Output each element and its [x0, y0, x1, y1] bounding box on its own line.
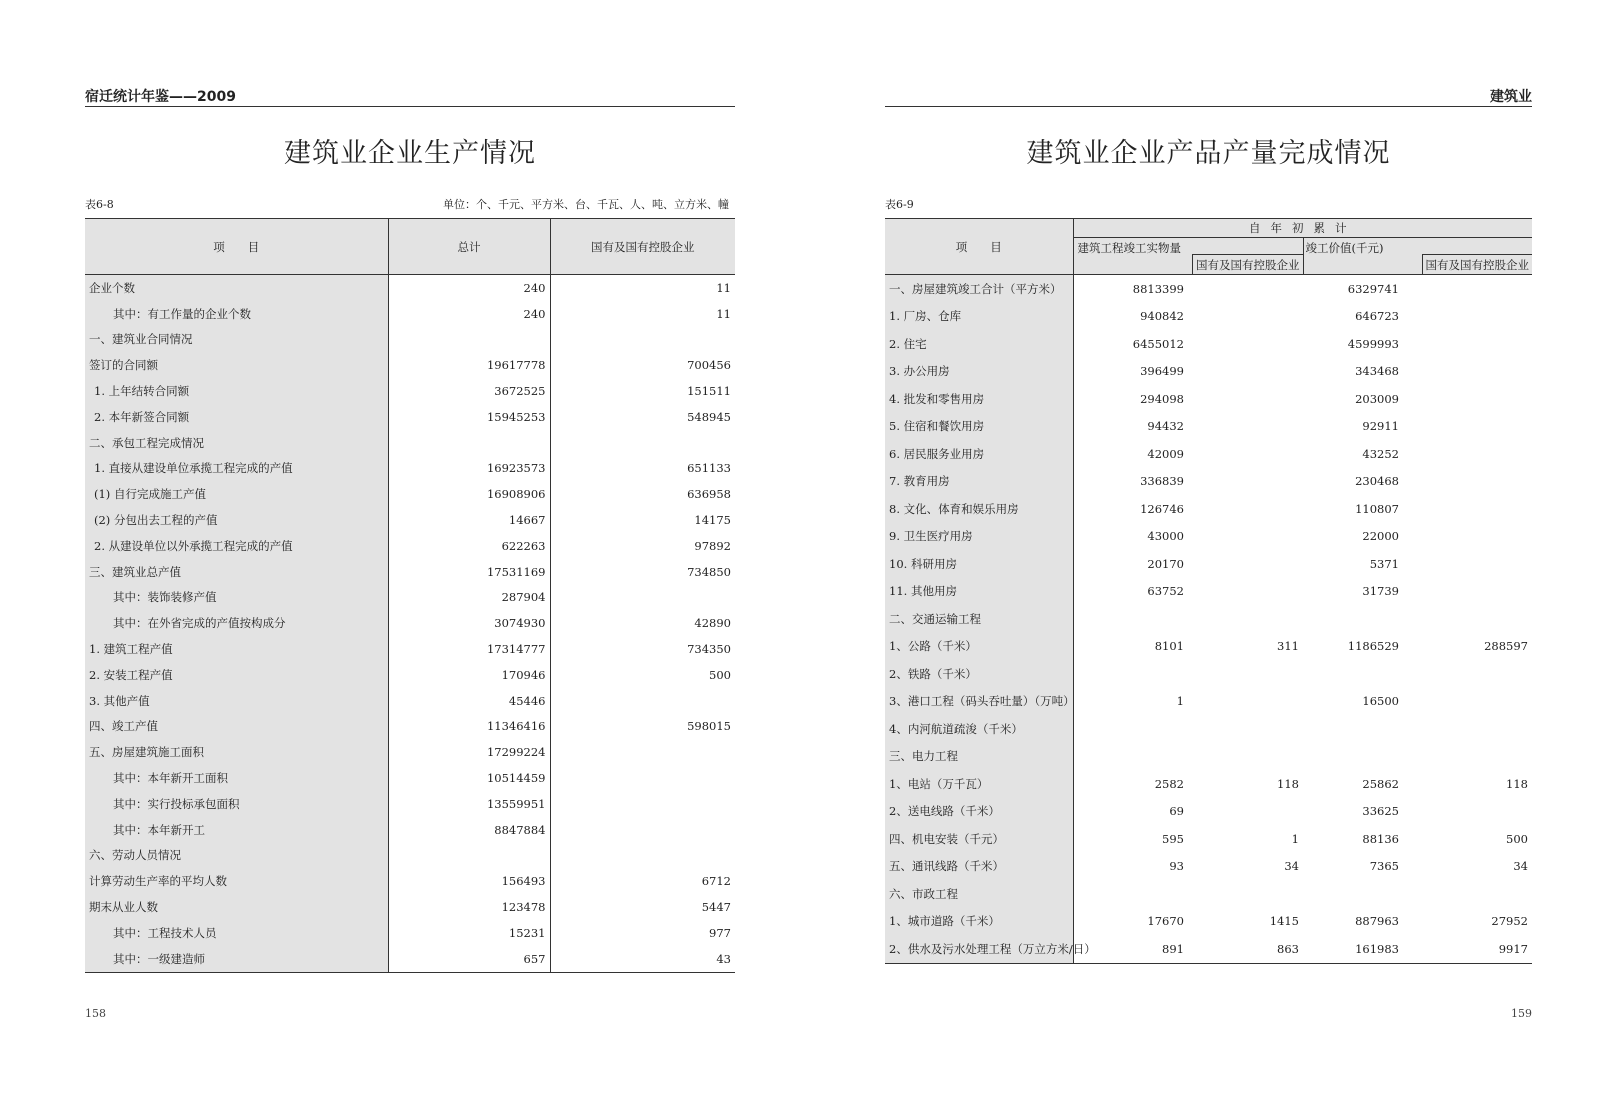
row-volume: 42009 — [1147, 446, 1184, 461]
row-value — [1303, 715, 1403, 743]
row-volume: 294098 — [1140, 391, 1184, 406]
page-number: 159 — [1511, 1007, 1532, 1020]
row-total — [388, 327, 550, 353]
row-label: 11. 其他用房 — [885, 578, 1073, 606]
row-label: 3、港口工程（码头吞吐量）（万吨） — [885, 688, 1073, 716]
row-value-state: 27952 — [1491, 914, 1528, 929]
running-head — [885, 86, 1532, 106]
row-label: 企业个数 — [85, 275, 388, 301]
row-volume — [1073, 880, 1188, 908]
row-volume-state — [1188, 440, 1303, 468]
table-row — [885, 550, 1532, 578]
row-label: 其中：装饰装修产值 — [85, 585, 388, 611]
row-label: 期末从业人数 — [85, 894, 388, 920]
table-row — [885, 853, 1532, 881]
row-total: 17531169 — [388, 559, 550, 585]
header-volume: 建筑工程竣工实物量 — [1077, 241, 1181, 255]
row-value: 161983 — [1355, 941, 1399, 956]
row-volume-state — [1188, 605, 1303, 633]
table-row — [885, 358, 1532, 386]
row-label: 其中：工程技术人员 — [85, 920, 388, 946]
row-label: 其中：有工作量的企业个数 — [85, 301, 388, 327]
table-row — [885, 770, 1532, 798]
row-value: 92911 — [1362, 419, 1399, 434]
row-total: 19617778 — [388, 352, 550, 378]
table-row — [85, 714, 735, 740]
row-state-owned — [550, 817, 735, 843]
running-head — [85, 86, 735, 106]
table-row — [885, 715, 1532, 743]
row-value: 43252 — [1362, 446, 1399, 461]
row-volume-state — [1188, 358, 1303, 386]
row-label: 三、建筑业总产值 — [85, 559, 388, 585]
row-volume: 17670 — [1147, 914, 1184, 929]
row-state-owned — [550, 688, 735, 714]
row-label: 其中：在外省完成的产值按构成分 — [85, 610, 388, 636]
production-table — [85, 218, 735, 973]
table-row — [85, 559, 735, 585]
table-row — [885, 413, 1532, 441]
row-label: 其中：本年新开工 — [85, 817, 388, 843]
row-state-owned — [550, 430, 735, 456]
row-state-owned — [550, 327, 735, 353]
row-state-owned: 977 — [709, 925, 731, 940]
row-total — [388, 430, 550, 456]
row-value-state: 9917 — [1498, 941, 1528, 956]
row-volume-state: 118 — [1277, 776, 1299, 791]
row-value-state — [1403, 660, 1532, 688]
row-value: 16500 — [1362, 694, 1399, 709]
table-row — [85, 507, 735, 533]
row-label: 2. 本年新签合同额 — [85, 404, 388, 430]
table-row — [85, 662, 735, 688]
table-row — [885, 880, 1532, 908]
row-label: 五、房屋建筑施工面积 — [85, 739, 388, 765]
row-total: 123478 — [388, 894, 550, 920]
row-volume-state: 1 — [1291, 831, 1299, 846]
row-label: 一、房屋建筑竣工合计（平方米） — [885, 275, 1073, 303]
row-value — [1303, 660, 1403, 688]
table-row — [85, 791, 735, 817]
table-row — [85, 817, 735, 843]
row-label: 一、建筑业合同情况 — [85, 327, 388, 353]
table-row — [85, 920, 735, 946]
row-value-state — [1403, 523, 1532, 551]
row-label: 计算劳动生产率的平均人数 — [85, 868, 388, 894]
row-total: 14667 — [388, 507, 550, 533]
output-table — [885, 218, 1532, 964]
row-value: 88136 — [1362, 831, 1399, 846]
row-value: 887963 — [1355, 914, 1399, 929]
table-row — [885, 303, 1532, 331]
row-volume-state — [1188, 660, 1303, 688]
row-label: 2、供水及污水处理工程（万立方米/日） — [885, 935, 1073, 963]
page-number: 158 — [85, 1007, 106, 1020]
row-volume: 20170 — [1147, 556, 1184, 571]
row-total: 16908906 — [388, 481, 550, 507]
header-state-owned: 国有及国有控股企业 — [550, 219, 735, 275]
table-row — [85, 868, 735, 894]
row-label: 2、送电线路（千米） — [885, 798, 1073, 826]
table-row — [85, 765, 735, 791]
row-label: 六、劳动人员情况 — [85, 843, 388, 869]
row-total: 11346416 — [388, 714, 550, 740]
row-label: 9. 卫生医疗用房 — [885, 523, 1073, 551]
row-volume: 69 — [1169, 804, 1184, 819]
row-total: 15945253 — [388, 404, 550, 430]
row-volume: 126746 — [1140, 501, 1184, 516]
row-value-state — [1403, 413, 1532, 441]
row-total: 3074930 — [388, 610, 550, 636]
row-label: 1. 厂房、仓库 — [885, 303, 1073, 331]
table-row — [85, 585, 735, 611]
row-value-state: 288597 — [1484, 639, 1528, 654]
row-volume: 6455012 — [1132, 336, 1184, 351]
table-row — [85, 481, 735, 507]
row-label: 1. 上年结转合同额 — [85, 378, 388, 404]
row-value: 230468 — [1355, 474, 1399, 489]
row-state-owned: 11 — [716, 280, 731, 295]
row-value — [1303, 743, 1403, 771]
row-volume: 63752 — [1147, 584, 1184, 599]
table-row — [85, 946, 735, 972]
running-head-rule — [885, 106, 1532, 107]
row-state-owned: 548945 — [687, 409, 731, 424]
row-value: 22000 — [1362, 529, 1399, 544]
row-volume-state — [1188, 798, 1303, 826]
row-total: 15231 — [388, 920, 550, 946]
row-value-state: 34 — [1513, 859, 1528, 874]
table-row — [885, 468, 1532, 496]
table-row — [85, 636, 735, 662]
row-label: 8. 文化、体育和娱乐用房 — [885, 495, 1073, 523]
row-label: 1、公路（千米） — [885, 633, 1073, 661]
table-row — [885, 385, 1532, 413]
table-row — [85, 352, 735, 378]
row-total: 8847884 — [388, 817, 550, 843]
row-value: 7365 — [1369, 859, 1399, 874]
row-state-owned: 651133 — [687, 461, 731, 476]
row-state-owned: 734350 — [687, 642, 731, 657]
row-value-state — [1403, 358, 1532, 386]
table-row — [885, 908, 1532, 936]
row-label: (2) 分包出去工程的产值 — [85, 507, 388, 533]
row-value-state — [1403, 275, 1532, 303]
production-table-body — [85, 275, 735, 973]
row-volume: 93 — [1169, 859, 1184, 874]
row-label: 签订的合同额 — [85, 352, 388, 378]
row-total — [388, 843, 550, 869]
row-state-owned: 500 — [709, 667, 731, 682]
table-row — [85, 610, 735, 636]
table-row — [85, 404, 735, 430]
row-volume-state — [1188, 330, 1303, 358]
row-volume — [1073, 660, 1188, 688]
row-value-state — [1403, 880, 1532, 908]
row-state-owned: 700456 — [687, 358, 731, 373]
header-value-cell — [1303, 238, 1532, 275]
table-row — [885, 633, 1532, 661]
row-value: 25862 — [1362, 776, 1399, 791]
table-row — [85, 894, 735, 920]
header-value-state: 国有及国有控股企业 — [1422, 254, 1533, 274]
row-label: 五、通讯线路（千米） — [885, 853, 1073, 881]
table-number: 表6-8 — [85, 198, 114, 211]
table-row — [885, 495, 1532, 523]
row-value: 31739 — [1362, 584, 1399, 599]
table-row — [85, 456, 735, 482]
row-label: (1) 自行完成施工产值 — [85, 481, 388, 507]
row-label: 1、电站（万千瓦） — [885, 770, 1073, 798]
table-row — [885, 275, 1532, 303]
table-row — [885, 330, 1532, 358]
row-label: 2. 安装工程产值 — [85, 662, 388, 688]
row-label: 7. 教育用房 — [885, 468, 1073, 496]
row-label: 三、电力工程 — [885, 743, 1073, 771]
table-row — [885, 578, 1532, 606]
row-volume-state — [1188, 688, 1303, 716]
running-head-text: 建筑业 — [1490, 89, 1532, 105]
row-value: 110807 — [1355, 501, 1399, 516]
page-title: 建筑业企业生产情况 — [284, 138, 536, 169]
row-value — [1303, 605, 1403, 633]
table-row — [85, 688, 735, 714]
row-value: 343468 — [1355, 364, 1399, 379]
row-volume-state — [1188, 880, 1303, 908]
row-value-state: 500 — [1506, 831, 1528, 846]
row-volume-state: 311 — [1277, 639, 1299, 654]
table-row — [885, 605, 1532, 633]
row-total: 240 — [388, 275, 550, 301]
row-state-owned — [550, 765, 735, 791]
row-value: 5371 — [1369, 556, 1399, 571]
row-label: 二、承包工程完成情况 — [85, 430, 388, 456]
row-state-owned: 5447 — [701, 900, 731, 915]
row-value: 6329741 — [1347, 281, 1399, 296]
row-value: 4599993 — [1347, 336, 1399, 351]
row-value: 1186529 — [1347, 639, 1399, 654]
table-row — [85, 301, 735, 327]
row-state-owned — [550, 791, 735, 817]
row-total: 657 — [388, 946, 550, 972]
row-volume — [1073, 715, 1188, 743]
header-value: 竣工价值(千元) — [1305, 241, 1384, 255]
row-value-state — [1403, 715, 1532, 743]
table-row — [85, 275, 735, 301]
row-label: 4. 批发和零售用房 — [885, 385, 1073, 413]
row-total: 10514459 — [388, 765, 550, 791]
header-year-to-date: 自年初累计 — [1073, 219, 1532, 238]
row-volume-state — [1188, 495, 1303, 523]
table-row — [885, 440, 1532, 468]
row-total: 287904 — [388, 585, 550, 611]
row-value-state — [1403, 743, 1532, 771]
row-value-state — [1403, 578, 1532, 606]
row-total: 16923573 — [388, 456, 550, 482]
row-state-owned: 97892 — [694, 538, 731, 553]
row-state-owned: 734850 — [687, 564, 731, 579]
row-volume-state — [1188, 578, 1303, 606]
table-row — [885, 798, 1532, 826]
row-state-owned — [550, 739, 735, 765]
row-total: 45446 — [388, 688, 550, 714]
row-volume-state — [1188, 275, 1303, 303]
row-volume-state — [1188, 550, 1303, 578]
row-total: 622263 — [388, 533, 550, 559]
row-label: 其中：本年新开工面积 — [85, 765, 388, 791]
row-label: 10. 科研用房 — [885, 550, 1073, 578]
row-label: 4、内河航道疏浚（千米） — [885, 715, 1073, 743]
row-total: 17299224 — [388, 739, 550, 765]
row-label: 四、机电安装（千元） — [885, 825, 1073, 853]
row-state-owned: 6712 — [701, 874, 731, 889]
running-head-rule — [85, 106, 735, 107]
row-label: 其中：实行投标承包面积 — [85, 791, 388, 817]
header-total: 总计 — [388, 219, 550, 275]
row-total: 170946 — [388, 662, 550, 688]
row-volume — [1073, 605, 1188, 633]
row-total: 13559951 — [388, 791, 550, 817]
row-label: 6. 居民服务业用房 — [885, 440, 1073, 468]
row-label: 四、竣工产值 — [85, 714, 388, 740]
table-row — [885, 660, 1532, 688]
row-total: 17314777 — [388, 636, 550, 662]
row-volume: 595 — [1162, 831, 1184, 846]
row-label: 2、铁路（千米） — [885, 660, 1073, 688]
table-row — [885, 825, 1532, 853]
row-state-owned: 43 — [716, 951, 731, 966]
row-total: 156493 — [388, 868, 550, 894]
table-header-row — [85, 219, 735, 275]
table-row — [85, 430, 735, 456]
row-volume: 43000 — [1147, 529, 1184, 544]
row-volume-state: 34 — [1284, 859, 1299, 874]
row-total: 240 — [388, 301, 550, 327]
row-value: 646723 — [1355, 309, 1399, 324]
right-page — [885, 0, 1532, 1099]
row-value-state — [1403, 330, 1532, 358]
row-state-owned: 636958 — [687, 487, 731, 502]
row-value-state: 118 — [1506, 776, 1528, 791]
row-volume: 8101 — [1154, 639, 1184, 654]
row-label: 2. 住宅 — [885, 330, 1073, 358]
row-value-state — [1403, 495, 1532, 523]
table-row — [85, 843, 735, 869]
row-label: 其中：一级建造师 — [85, 946, 388, 972]
row-label: 二、交通运输工程 — [885, 605, 1073, 633]
row-label: 1、城市道路（千米） — [885, 908, 1073, 936]
row-volume: 1 — [1176, 694, 1184, 709]
header-project: 项 目 — [85, 219, 388, 275]
row-state-owned: 598015 — [687, 719, 731, 734]
row-value: 203009 — [1355, 391, 1399, 406]
row-state-owned — [550, 843, 735, 869]
table-header-row — [885, 219, 1532, 238]
header-volume-state: 国有及国有控股企业 — [1192, 254, 1303, 274]
row-volume: 891 — [1162, 941, 1184, 956]
row-state-owned: 14175 — [694, 513, 731, 528]
table-row — [85, 327, 735, 353]
row-label: 2. 从建设单位以外承揽工程完成的产值 — [85, 533, 388, 559]
row-volume-state: 863 — [1277, 941, 1299, 956]
output-table-body — [885, 275, 1532, 964]
row-volume — [1073, 743, 1188, 771]
unit-note: 单位：个、千元、平方米、台、千瓦、人、吨、立方米、幢 — [443, 198, 729, 211]
row-volume: 8813399 — [1132, 281, 1184, 296]
row-volume: 2582 — [1154, 776, 1184, 791]
row-label: 1. 直接从建设单位承揽工程完成的产值 — [85, 456, 388, 482]
row-volume-state — [1188, 413, 1303, 441]
row-value-state — [1403, 468, 1532, 496]
row-value-state — [1403, 798, 1532, 826]
table-row — [85, 739, 735, 765]
header-project: 项 目 — [885, 219, 1073, 275]
row-volume: 94432 — [1147, 419, 1184, 434]
table-number: 表6-9 — [885, 198, 914, 211]
row-state-owned: 42890 — [694, 616, 731, 631]
table-row — [885, 935, 1532, 963]
row-label: 5. 住宿和餐饮用房 — [885, 413, 1073, 441]
header-volume-cell — [1073, 238, 1303, 275]
page-title: 建筑业企业产品产量完成情况 — [1026, 138, 1391, 169]
row-volume-state: 1415 — [1269, 914, 1299, 929]
row-volume-state — [1188, 743, 1303, 771]
row-value-state — [1403, 440, 1532, 468]
running-head-text: 宿迁统计年鉴——2009 — [85, 89, 236, 105]
row-volume-state — [1188, 385, 1303, 413]
row-volume: 336839 — [1140, 474, 1184, 489]
row-value: 33625 — [1362, 804, 1399, 819]
row-volume-state — [1188, 468, 1303, 496]
row-volume: 396499 — [1140, 364, 1184, 379]
table-row — [885, 743, 1532, 771]
row-volume-state — [1188, 303, 1303, 331]
row-value-state — [1403, 385, 1532, 413]
table-row — [85, 378, 735, 404]
row-label: 3. 办公用房 — [885, 358, 1073, 386]
row-state-owned — [550, 585, 735, 611]
row-value — [1303, 880, 1403, 908]
row-total: 3672525 — [388, 378, 550, 404]
table-row — [85, 533, 735, 559]
row-volume: 940842 — [1140, 309, 1184, 324]
row-label: 1. 建筑工程产值 — [85, 636, 388, 662]
row-state-owned: 11 — [716, 306, 731, 321]
row-value-state — [1403, 605, 1532, 633]
row-volume-state — [1188, 523, 1303, 551]
row-label: 六、市政工程 — [885, 880, 1073, 908]
row-state-owned: 151511 — [687, 384, 731, 399]
row-value-state — [1403, 303, 1532, 331]
row-value-state — [1403, 550, 1532, 578]
table-row — [885, 523, 1532, 551]
row-volume-state — [1188, 715, 1303, 743]
row-label: 3. 其他产值 — [85, 688, 388, 714]
row-value-state — [1403, 688, 1532, 716]
left-page — [85, 0, 735, 1099]
table-row — [885, 688, 1532, 716]
